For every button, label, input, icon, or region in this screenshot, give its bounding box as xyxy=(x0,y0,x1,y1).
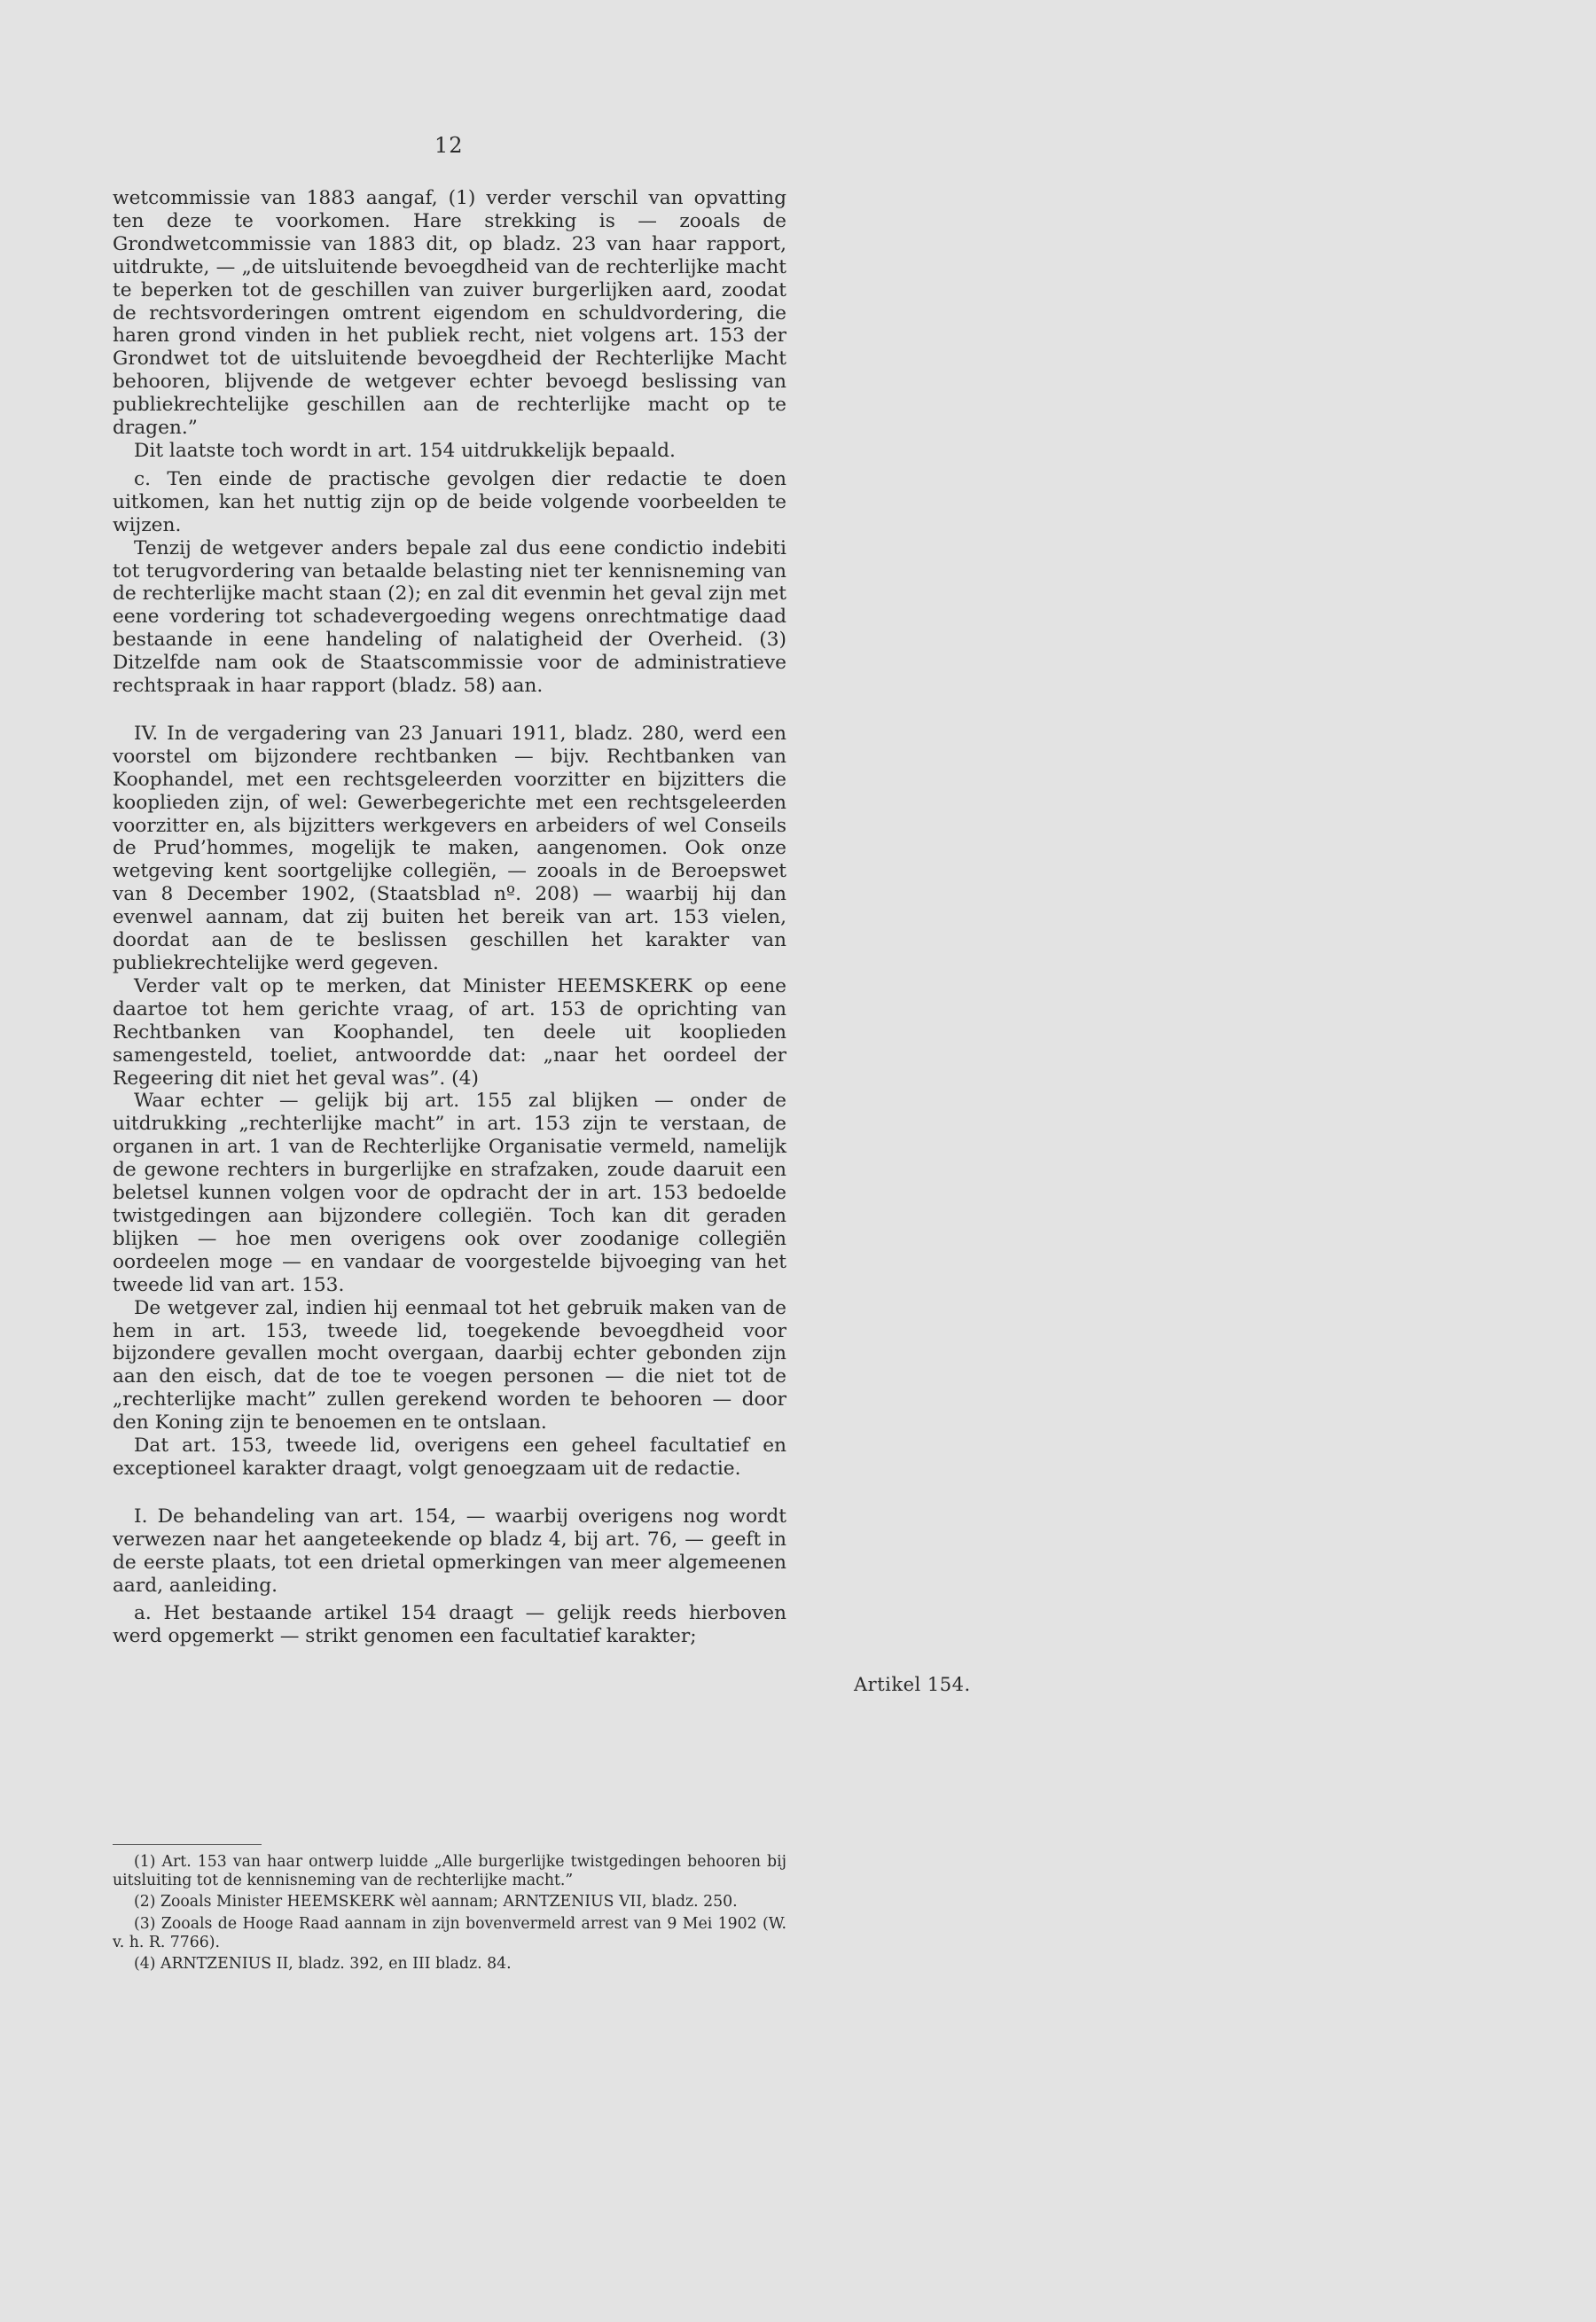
paragraph: Dat art. 153, tweede lid, overigens een geheel facultatief en exceptioneel karakter draagt, volgt genoegzaam uit de redactie. xyxy=(113,1435,786,1480)
paragraph: Dit laatste toch wordt in art. 154 uitdrukkelijk bepaald. xyxy=(134,439,676,462)
paragraph: Verder valt op te merken, dat Minister HEEMSKERK op eene daartoe tot hem gerichte vraag, of art. 153 de oprichting van Rechtbanken van Koophandel, ten deele uit kooplieden samengesteld, toeliet, antwoordde dat: „naar het oordeel der Regeering dit niet het geval was”. (4) xyxy=(113,974,786,1090)
footnote: (2) Zooals Minister HEEMSKERK wèl aannam; ARNTZENIUS VII, bladz. 250. xyxy=(134,1893,738,1912)
paragraph: c. Ten einde de practische gevolgen dier redactie te doen uitkomen, kan het nuttig zijn op de beide volgende voorbeelden te wijzen. xyxy=(113,467,786,536)
paragraph: wetcommissie van 1883 aangaf, (1) verder verschil van opvatting ten deze te voorkomen. Hare strekking is — zooals de Grondwetcommissie van 1883 dit, op bladz. 23 van haar rapport, uitdrukte, — „de uitsluitende bevoegdheid van de rechterlijke macht te beperken tot de geschillen van zuiver burgerlijken aard, zoodat de rechtsvorderingen omtrent eigendom en schuldvordering, die haren grond vinden in het publiek recht, niet volgens art. 153 der Grondwet tot de uitsluitende bevoegdheid der Rechterlijke Macht behooren, blijvende de wetgever echter bevoegd beslissing van publiekrechtelijke geschillen aan de rechterlijke macht op te dragen.” xyxy=(113,187,786,440)
paragraph: Waar echter — gelijk bij art. 155 zal blijken — onder de uitdrukking „rechterlijke macht” in art. 153 zijn te verstaan, de organen in art. 1 van de Rechterlijke Organisatie vermeld, namelijk de gewone rechters in burgerlijke en strafzaken, zoude daaruit een beletsel kunnen volgen voor de opdracht der in art. 153 bedoelde twistgedingen aan bijzondere collegiën. Toch kan dit geraden blijken — hoe men overigens ook over zoodanige collegiën oordeelen moge — en vandaar de voorgestelde bijvoeging van het tweede lid van art. 153. xyxy=(113,1090,786,1296)
paragraph: IV. In de vergadering van 23 Januari 1911, bladz. 280, werd een voorstel om bijzondere rechtbanken — bijv. Rechtbanken van Koophandel, met een rechtsgeleerden voorzitter en bijzitters die kooplieden zijn, of wel: Gewerbegerichte met een rechtsgeleerden voorzitter en, als bijzitters werkgevers en arbeiders of wel Conseils de Prud’hommes, mogelijk te maken, aangenomen. Ook onze wetgeving kent soortgelijke collegiën, — zooals in de Beroepswet van 8 December 1902, (Staatsblad nº. 208) — waarbij hij dan evenwel aannam, dat zij buiten het bereik van art. 153 vielen, doordat aan de te beslissen geschillen het karakter van publiekrechtelijke werd gegeven. xyxy=(113,722,786,974)
margin-note: Artikel 154. xyxy=(854,1674,971,1695)
paragraph: I. De behandeling van art. 154, — waarbij overigens nog wordt verwezen naar het aangeteekende op bladz 4, bij art. 76, — geeft in de eerste plaats, tot een drietal opmerkingen van meer algemeenen aard, aanleiding. xyxy=(113,1505,786,1597)
footnote: (1) Art. 153 van haar ontwerp luidde „Alle burgerlijke twistgedingen behooren bij uitsluiting tot de kennisneming van de rechterlijke macht.” xyxy=(113,1853,786,1890)
paragraph: a. Het bestaande artikel 154 draagt — gelijk reeds hierboven werd opgemerkt — strikt genomen een facultatief karakter; xyxy=(113,1602,786,1648)
paragraph: Tenzij de wetgever anders bepale zal dus eene condictio indebiti tot terugvordering van betaalde belasting niet ter kennisneming van de rechterlijke macht staan (2); en zal dit evenmin het geval zijn met eene vordering tot schadevergoeding wegens onrechtmatige daad bestaande in eene handeling of nalatigheid der Overheid. (3) Ditzelfde nam ook de Staatscommissie voor de administratieve rechtspraak in haar rapport (bladz. 58) aan. xyxy=(113,536,786,698)
paragraph: De wetgever zal, indien hij eenmaal tot het gebruik maken van de hem in art. 153, tweede lid, toegekende bevoegdheid voor bijzondere gevallen mocht overgaan, daarbij echter gebonden zijn aan den eisch, dat de toe te voegen personen — die niet tot de „rechterlijke macht” zullen gerekend worden te behooren — door den Koning zijn te benoemen en te ontslaan. xyxy=(113,1296,786,1435)
footnote-divider xyxy=(113,1844,262,1845)
footnote: (4) ARNTZENIUS II, bladz. 392, en III bladz. 84. xyxy=(134,1955,512,1974)
footnote: (3) Zooals de Hooge Raad aannam in zijn bovenvermeld arrest van 9 Mei 1902 (W. v. h. R. 7766). xyxy=(113,1914,786,1951)
main-text xyxy=(113,187,786,1648)
page-number: 12 xyxy=(434,133,464,158)
footnotes xyxy=(113,1853,786,1976)
